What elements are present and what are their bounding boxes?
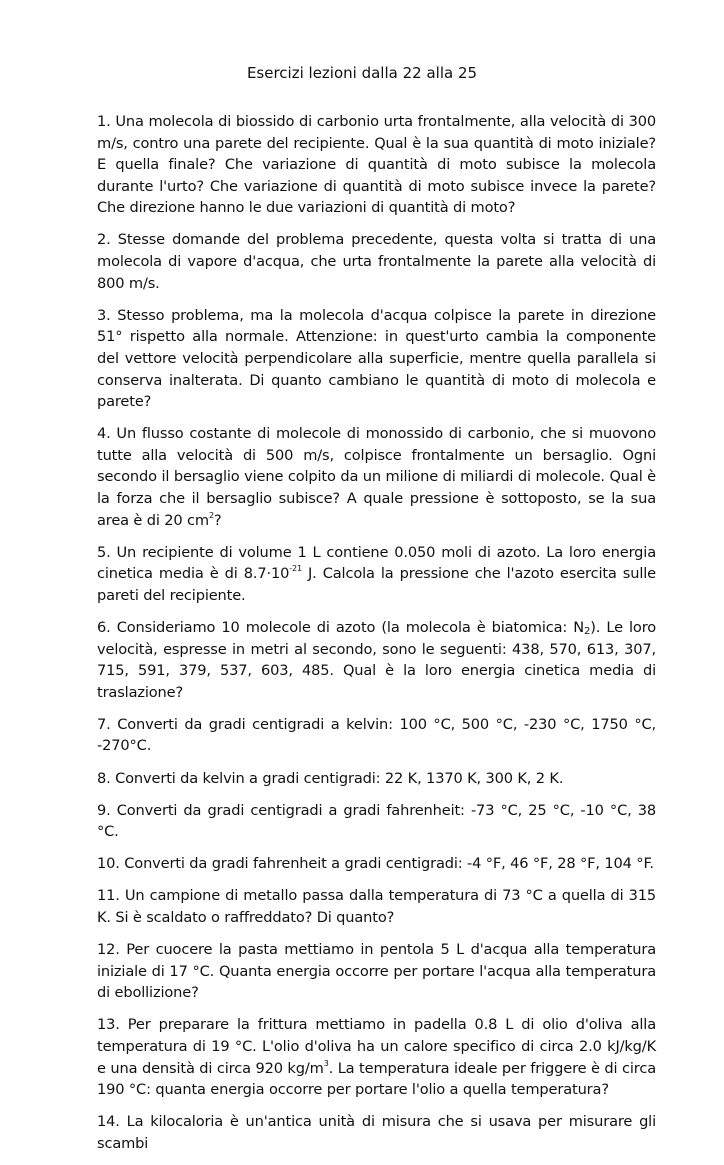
- subscript: 2: [584, 625, 591, 637]
- exercise-text: 3. Stesso problema, ma la molecola d'acqua colpisce la parete in direzione 51° rispetto alla normale. Attenzione: in quest'urto cambia la componente del vettore velocità perpendicolare alla superficie, mentre quella parallela si conserva inalterata. Di quanto cambiano le quantità di moto di molecola e parete?: [97, 306, 656, 411]
- exercise-text: 12. Per cuocere la pasta mettiamo in pentola 5 L d'acqua alla temperatura iniziale di 17 °C. Quanta energia occorre per portare l'acqua alla temperatura di ebollizione?: [97, 941, 656, 1002]
- exercise-text: 14. La kilocaloria è un'antica unità di misura che si usava per misurare gli scambi: [97, 1113, 656, 1152]
- exercise-text: 11. Un campione di metallo passa dalla temperatura di 73 °C a quella di 315 K. Si è scaldato o raffreddato? Di quanto?: [97, 887, 656, 926]
- exercise-6: [97, 617, 656, 703]
- superscript: 3: [323, 1058, 329, 1068]
- exercise-text: 1. Una molecola di biossido di carbonio urta frontalmente, alla velocità di 300 m/s, contro una parete del recipiente. Qual è la sua quantità di moto iniziale? E quella finale? Che variazione di quantità di moto subisce la molecola durante l'urto? Che variazione di quantità di moto subisce invece la parete? Che direzione hanno le due variazioni di quantità di moto?: [97, 113, 656, 217]
- exercise-9: [97, 800, 656, 843]
- exercise-4: [97, 423, 656, 531]
- exercise-2: [97, 229, 656, 294]
- exercise-text: . La temperatura ideale per friggere è di circa 190 °C: quanta energia occorre per portare l'olio a quella temperatura?: [97, 1059, 657, 1099]
- exercise-text: ). Le loro velocità, espresse in metri al secondo, sono le seguenti: 438, 570, 613, 307, 715, 591, 379, 537, 603, 485. Qual è la loro energia cinetica media di traslazione?: [97, 618, 656, 701]
- superscript: 2: [208, 510, 214, 520]
- exercise-text: 9. Converti da gradi centigradi a gradi fahrenheit: -73 °C, 25 °C, -10 °C, 38 °C.: [97, 801, 656, 841]
- exercise-text: 2. Stesse domande del problema precedente, questa volta si tratta di una molecola di vapore d'acqua, che urta frontalmente la parete alla velocità di 800 m/s.: [97, 231, 656, 292]
- exercise-text: 13. Per preparare la frittura mettiamo in padella 0.8 L di olio d'oliva alla temperatura di 19 °C. L'olio d'oliva ha un calore specifico di circa 2.0 kJ/kg/K e una densità di circa 920 kg/m: [97, 1016, 656, 1077]
- exercise-text: 6. Consideriamo 10 molecole di azoto (la molecola è biatomica: N: [97, 618, 585, 636]
- exercise-text: 7. Converti da gradi centigradi a kelvin: 100 °C, 500 °C, -230 °C, 1750 °C, -270°C.: [97, 715, 656, 755]
- exercise-text: 10. Converti da gradi fahrenheit a gradi centigradi: -4 °F, 46 °F, 28 °F, 104 °F.: [97, 855, 654, 873]
- document-title: Esercizi lezioni dalla 22 alla 25: [246, 64, 478, 82]
- exercise-text: 8. Converti da kelvin a gradi centigradi: 22 K, 1370 K, 300 K, 2 K.: [97, 769, 564, 787]
- superscript: -21: [289, 564, 302, 574]
- exercise-text: 5. Un recipiente di volume 1 L contiene 0.050 moli di azoto. La loro energia cinetica media è di 8.7·10: [97, 543, 656, 583]
- exercise-5: [97, 542, 656, 607]
- exercise-text: ?: [213, 511, 222, 529]
- exercise-8: [97, 768, 656, 790]
- exercise-13: [97, 1014, 656, 1100]
- exercise-text: J. Calcola la pressione che l'azoto esercita sulle pareti del recipiente.: [97, 565, 656, 604]
- exercise-text: 4. Un flusso costante di molecole di monossido di carbonio, che si muovono tutte alla velocità di 500 m/s, colpisce frontalmente un bersaglio. Ogni secondo il bersaglio viene colpito da un milione di miliardi di molecole. Qual è la forza che il bersaglio subisce? A quale pressione è sottoposto, se la sua area è di 20 cm: [97, 425, 656, 529]
- exercise-11: [97, 885, 656, 928]
- exercise-1: [97, 111, 656, 219]
- exercise-7: [97, 714, 656, 757]
- exercise-list: [97, 111, 656, 1165]
- exercise-14: [97, 1111, 656, 1154]
- exercise-10: [97, 853, 656, 875]
- exercise-12: [97, 939, 656, 1004]
- exercise-3: [97, 305, 656, 413]
